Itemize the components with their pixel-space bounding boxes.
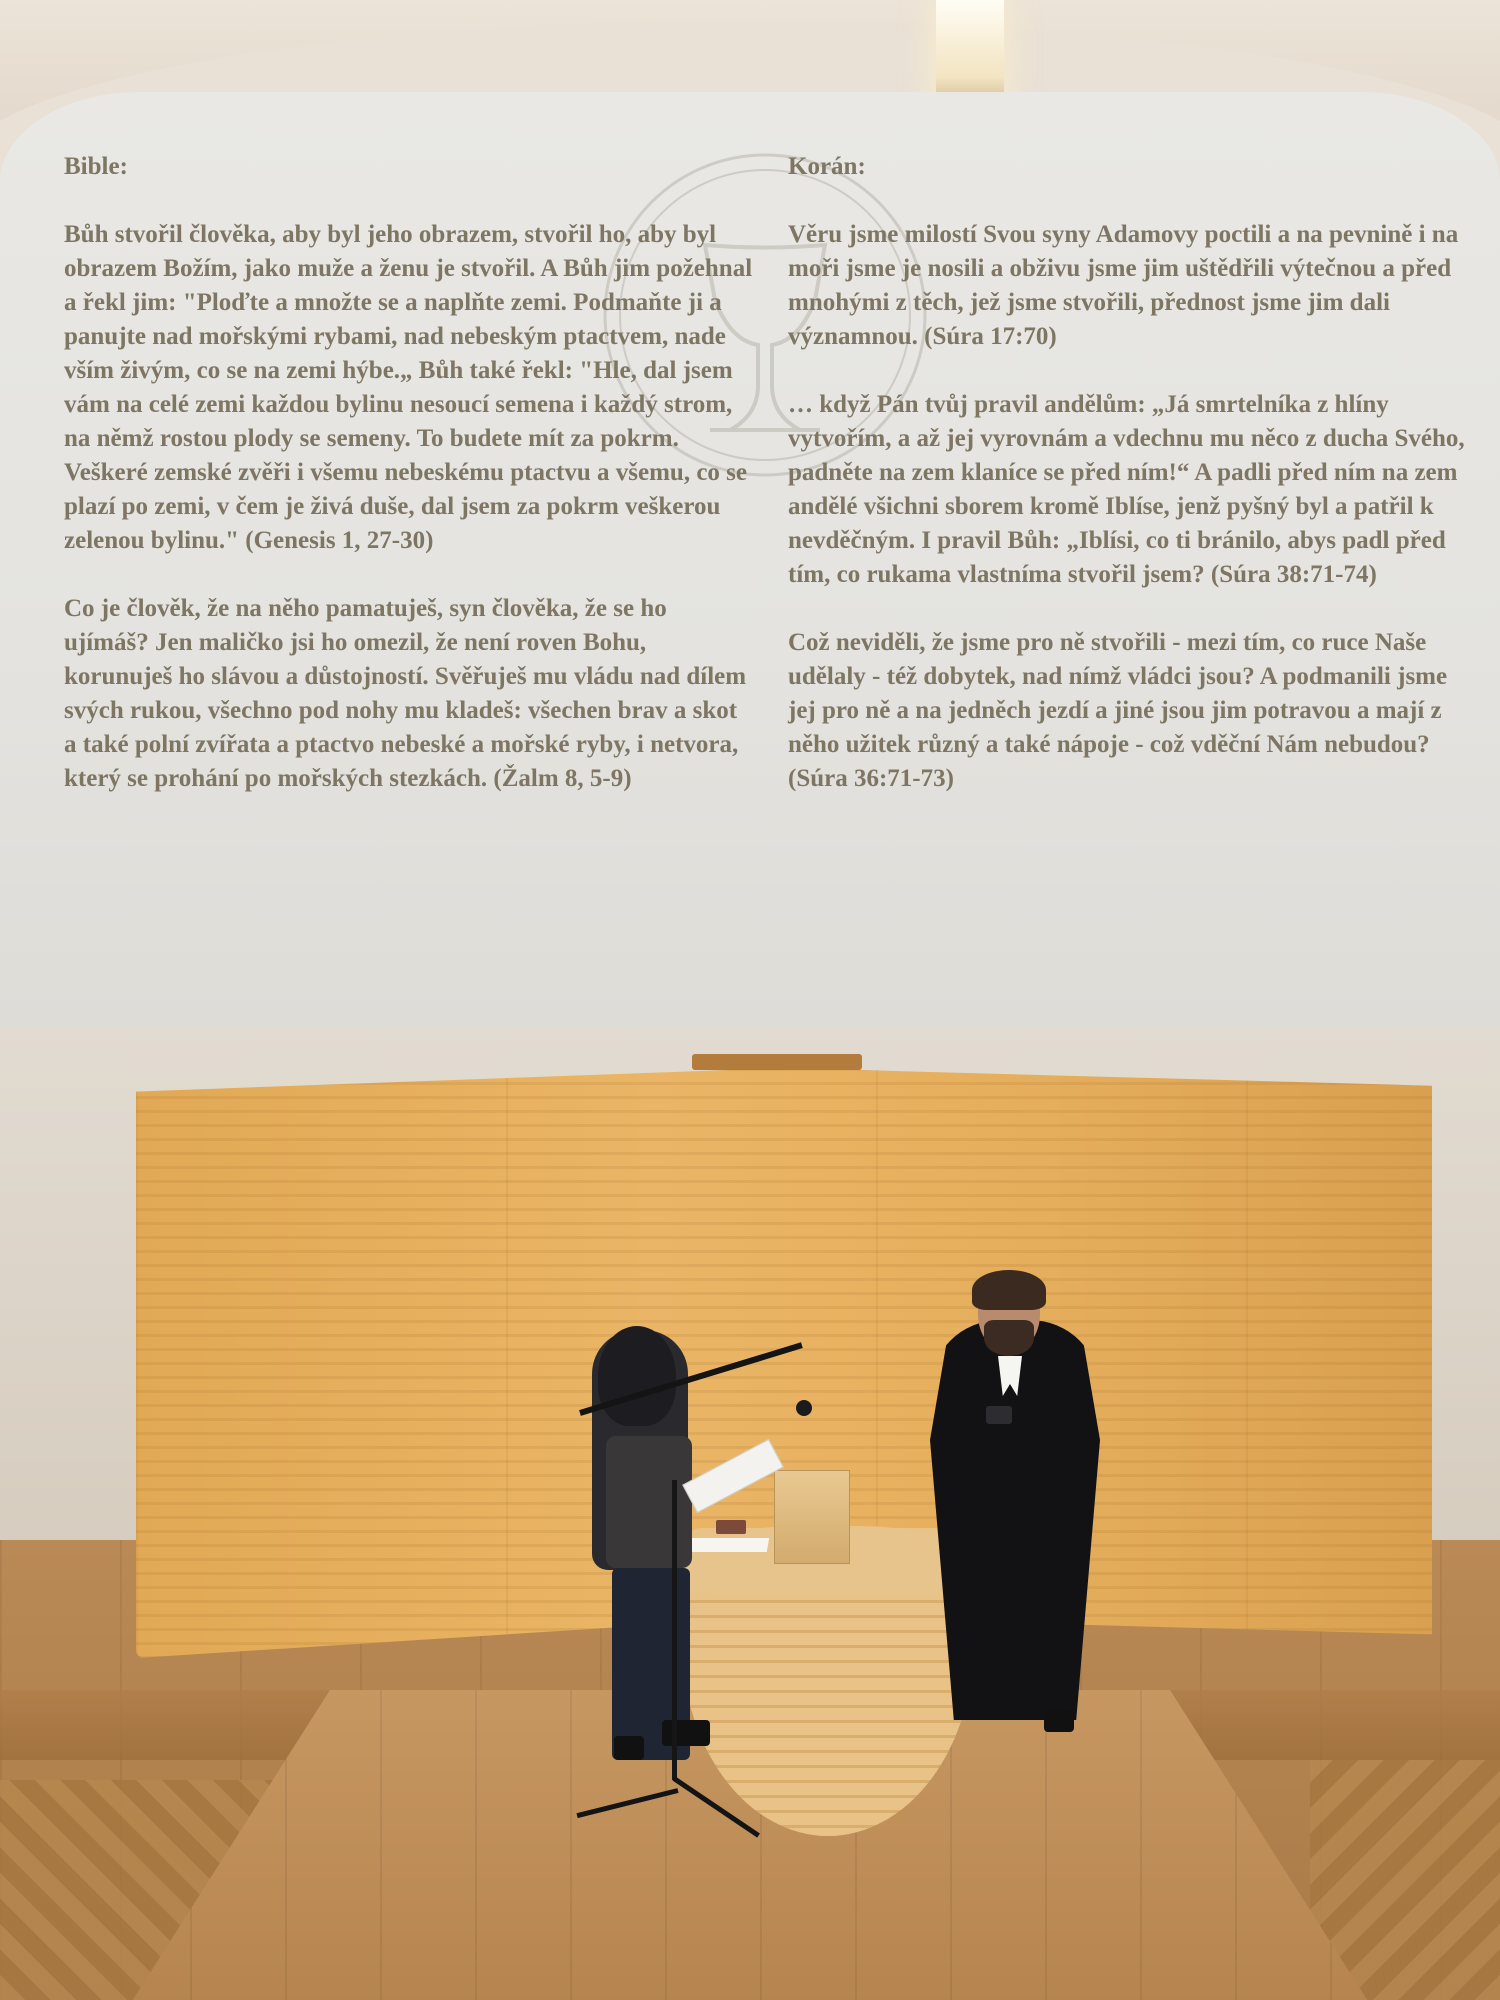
papers-on-altar [679, 1538, 769, 1552]
book-on-altar [716, 1520, 746, 1534]
phone-in-hands [986, 1406, 1012, 1424]
koran-passage-sura-17: Věru jsme milostí Svou syny Adamovy poctili a na pevnině i na moři jsme je nosili a obživu jsme jim uštědřili výtečnou a před mnohými z těch, jež jsme stvořili, přednost jsme jim dali významnou. (Súra 17:70) [788, 221, 1459, 350]
woman-shoe [662, 1720, 710, 1746]
man-hair [972, 1270, 1046, 1310]
microphone-stand-pole [672, 1480, 677, 1780]
koran-heading: Korán: [788, 153, 866, 180]
wooden-box [774, 1470, 850, 1564]
man-shoe [1044, 1710, 1074, 1732]
koran-passage-sura-38: … když Pán tvůj pravil andělům: „Já smrtelníka z hlíny vytvořím, a až jej vyrovnám a vdechnu mu něco z ducha Svého, padněte na zem klaníce se před ním!“ A padli před ním na zem andělé všichni sborem kromě Iblíse, jenž pyšný byl a patřil k nevděčným. I pravil Bůh: „Iblísi, co ti bránilo, abys padl před tím, co rukama vlastníma stvořil jsem? (Súra 38:71-74) [788, 391, 1465, 588]
bible-passage-genesis: Bůh stvořil člověka, aby byl jeho obrazem, stvořil ho, aby byl obrazem Božím, jako muže a ženu je stvořil. A Bůh jim požehnal a řekl jim: "Ploďte a množte se a naplňte zemi. Podmaňte ji a panujte nad mořskými rybami, nad nebeským ptactvem, nade vším živým, co se na zemi hýbe.„ Bůh také řekl: "Hle, dal jsem vám na celé zemi každou bylinu nesoucí semena i každý strom, na němž rostou plody se semeny. To budete mít za pokrm. Veškeré zemské zvěři i všemu nebeskému ptactvu a všemu, co se plazí po zemi, v čem je živá duše, dal jsem za pokrm veškerou zelenou bylinu." (Genesis 1, 27-30) [64, 221, 753, 554]
koran-column [788, 150, 1478, 830]
backdrop-top-beam [692, 1054, 862, 1070]
koran-passage-sura-36: Což neviděli, že jsme pro ně stvořili - mezi tím, co ruce Naše udělaly - též dobytek, nad nímž vládci jsou? A podmanili jsme jej pro ně a na jedněch jezdí a jiné jsou jim potravou a mají z něho užitek různý a také nápoje - což vděční Nám nebudou? (Súra 36:71-73) [788, 629, 1448, 792]
woman-shoe [614, 1736, 644, 1760]
woman-jacket [606, 1436, 692, 1568]
microphone-icon [796, 1400, 812, 1416]
bible-heading: Bible: [64, 153, 128, 180]
woman-head [598, 1326, 676, 1426]
man-beard [984, 1320, 1034, 1356]
bible-column [64, 150, 754, 830]
bible-passage-psalm: Co je člověk, že na něho pamatuješ, syn člověka, že se ho ujímáš? Jen maličko jsi ho omezil, že není roven Bohu, korunuješ ho slávou a důstojností. Svěřuješ mu vládu nad dílem svých rukou, všechno pod nohy mu kladeš: všechen brav a skot a také polní zvířata a ptactvo nebeské a mořské ryby, i netvora, který se prohání po mořských stezkách. (Žalm 8, 5-9) [64, 595, 747, 792]
